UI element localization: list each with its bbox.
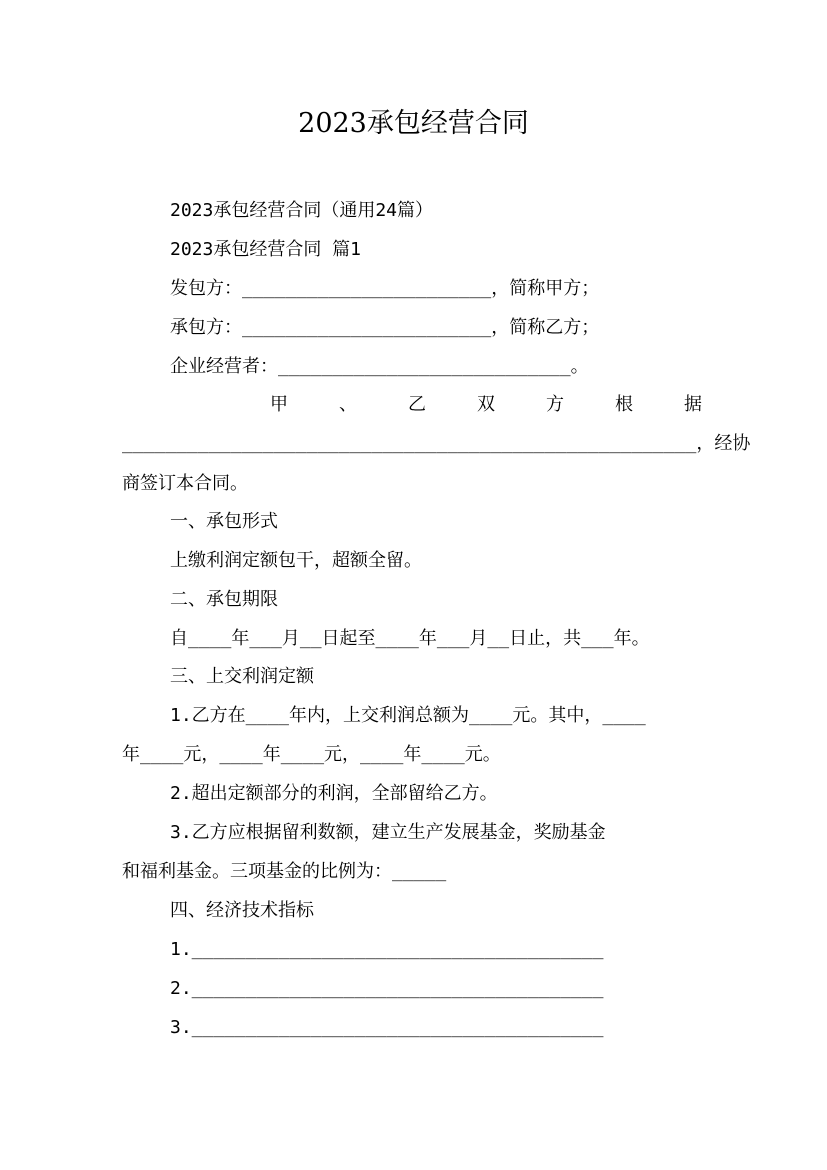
section-3-item-2: 2.超出定额部分的利润，全部留给乙方。	[170, 783, 498, 804]
section-4-item: 3.______________________________________	[170, 1017, 604, 1038]
intro-word: 乙	[408, 394, 426, 415]
section-3-item-1b: 年____元，____年____元，____年____元。	[122, 744, 501, 765]
section-4-item: 2.______________________________________	[170, 978, 604, 999]
section-2-text: 自____年___月__日起至____年___月__日止，共___年。	[170, 628, 650, 649]
party-b-line: 承包方：_______________________，简称乙方；	[170, 317, 600, 338]
intro-word: 甲	[270, 394, 288, 415]
section-4-item: 1.______________________________________	[170, 939, 604, 960]
document-title: 2023承包经营合同	[298, 108, 529, 139]
section-3-heading: 三、上交利润定额	[170, 666, 314, 687]
intro-line-3: 商签订本合同。	[122, 473, 248, 494]
section-3-item-3b: 和福利基金。三项基金的比例为：_____	[122, 861, 447, 882]
section-1-heading: 一、承包形式	[170, 511, 278, 532]
section-3-item-3a: 3.乙方应根据留利数额，建立生产发展基金，奖励基金	[170, 822, 606, 843]
party-a-line: 发包方：_______________________，简称甲方；	[170, 278, 600, 299]
intro-line-2: _____________________________________________________，经协	[122, 433, 751, 454]
intro-line-1	[122, 393, 702, 417]
intro-word: 双	[477, 394, 495, 415]
section-1-text: 上缴利润定额包干，超额全留。	[170, 550, 422, 571]
intro-word: 据	[684, 394, 702, 415]
section-4-heading: 四、经济技术指标	[170, 900, 314, 921]
section-2-heading: 二、承包期限	[170, 589, 278, 610]
chapter-heading: 2023承包经营合同 篇1	[170, 239, 362, 260]
operator-line: 企业经营者：___________________________。	[170, 356, 589, 377]
subtitle: 2023承包经营合同（通用24篇）	[170, 200, 434, 221]
intro-word: 、	[339, 394, 357, 415]
intro-word: 根	[615, 394, 633, 415]
intro-word: 方	[546, 394, 564, 415]
section-3-item-1a: 1.乙方在____年内，上交利润总额为____元。其中，____	[170, 705, 646, 726]
